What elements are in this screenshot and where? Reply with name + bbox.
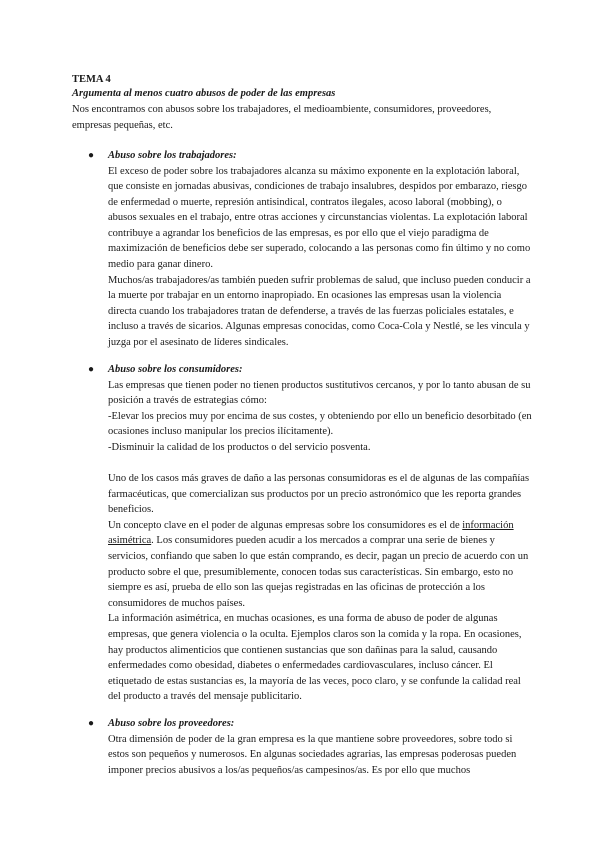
consumers-paragraph-3-start: Un concepto clave en el poder de algunas empresas sobre los consumidores es el de: [108, 519, 463, 531]
intro-paragraph: Nos encontramos con abusos sobre los trabajadores, el medioambiente, consumidores, proveedores, empresas pequeñas, etc.: [72, 104, 492, 131]
bullet-icon: ●: [88, 150, 95, 161]
bullet-icon: ●: [88, 718, 95, 729]
paragraph-gap: [108, 455, 532, 471]
section-title-suppliers: Abuso sobre los proveedores:: [108, 718, 235, 729]
consumers-paragraph-4: La información asimétrica, en muchas ocasiones, es una forma de abuso de poder de algunas empresas, que genera violencia o la oculta. Ejemplos claros son la comida y la ropa. En ocasiones, hay productos alimenticios que contienen sustancias que son dañinas para la salud, causando enfermedades como obesidad, diabetes o enfermedades cardiovasculares, incluso cáncer. El etiquetado de estas sustancias es, la mayoría de las veces, poco claro, y se confunde la calidad real del producto a través del mensaje publicitario.: [108, 613, 522, 703]
doc-title: TEMA 4: [72, 74, 111, 85]
section-workers: [108, 148, 532, 351]
consumers-list-item-1: -Elevar los precios muy por encima de sus costes, y obteniendo por ello un beneficio desorbitado (en ocasiones incluso manipular los precios ilícitamente).: [108, 410, 532, 438]
workers-paragraph-1: El exceso de poder sobre los trabajadores alcanza su máximo exponente en la explotación laboral, que consiste en jornadas abusivas, condiciones de trabajo insalubres, despidos por embarazo, riesgo de enfermedad o muerte, represión antisindical, contratos ilegales, acoso laboral (mobbing), o abusos sexuales en el trabajo, entre otras acciones y circunstancias violentas. La explotación laboral contribuye a agrandar los beneficios de las empresas, es por ello que el viejo paradigma de maximización de beneficios debe ser superado, colocando a las personas como fin último y no como medio para ganar dinero.: [108, 165, 531, 271]
bullet-icon: ●: [88, 364, 95, 375]
consumers-list-item-2: -Disminuir la calidad de los productos o del servicio posventa.: [108, 441, 371, 453]
consumers-paragraph-3: [108, 518, 532, 612]
doc-subtitle: Argumenta al menos cuatro abusos de poder de las empresas: [72, 88, 336, 99]
consumers-paragraph-3-end: . Los consumidores pueden acudir a los mercados a comprar una serie de bienes y servicios, confiando que saben lo que están comprando, es decir, pagan un precio de acuerdo con un producto sobre el que, presumiblemente, conocen todas sus características. Sin embargo, esto no siempre es así, prueba de ello son las quejas registradas en las oficinas de protección a los consumidores de muchos países.: [108, 535, 529, 609]
section-title-consumers: Abuso sobre los consumidores:: [108, 364, 243, 375]
suppliers-paragraph-1: Otra dimensión de poder de la gran empresa es la que mantiene sobre proveedores, sobre todo si estos son pequeños y numerosos. En algunas sociedades agrarias, las empresas poderosas pueden imponer precios abusivos a los/as pequeños/as campesinos/as. Es por ello que muchos: [108, 733, 517, 776]
section-title-workers: Abuso sobre los trabajadores:: [108, 150, 237, 161]
consumers-paragraph-2: Uno de los casos más graves de daño a las personas consumidoras es el de algunas de las compañías farmacéuticas, que comercializan sus productos por un precio astronómico que les reporta grandes beneficios.: [108, 473, 530, 516]
consumers-paragraph-1: Las empresas que tienen poder no tienen productos sustitutivos cercanos, y por lo tanto abusan de su posición a través de estrategias cómo:: [108, 379, 531, 407]
asymmetric-information-term: información asimétrica: [108, 519, 514, 547]
section-consumers: [108, 362, 532, 705]
workers-paragraph-2: Muchos/as trabajadores/as también pueden sufrir problemas de salud, que incluso pueden conducir a la muerte por trabajar en un entorno inapropiado. En ocasiones las empresas usan la violencia directa cuando los trabajadores tratan de defenderse, a través de las fuerzas policiales estatales, e incluso a través de sicarios. Algunas empresas conocidas, como Coca-Cola y Nestlé, se les vincula y juzga por el asesinato de líderes sindicales.: [108, 274, 531, 349]
section-suppliers: [108, 716, 532, 778]
